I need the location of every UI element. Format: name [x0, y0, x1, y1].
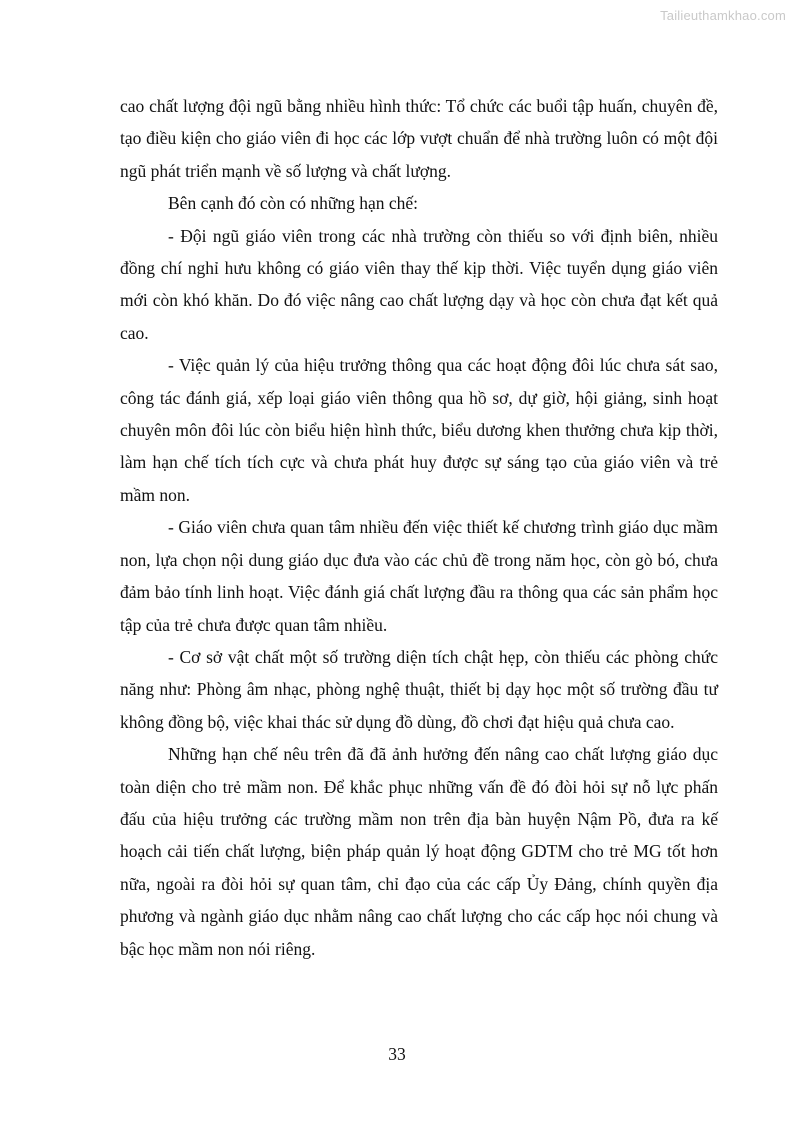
- document-body: [120, 90, 718, 965]
- paragraph-facilities: - Cơ sở vật chất một số trường diện tích chật hẹp, còn thiếu các phòng chức năng như: Phòng âm nhạc, phòng nghệ thuật, thiết bị dạy học một số trường đầu tư không đồng bộ, việc khai thác sử dụng đồ dùng, đồ chơi đạt hiệu quả chưa cao.: [120, 646, 718, 732]
- watermark: Tailieuthamkhao.com: [660, 8, 786, 23]
- paragraph-curriculum: - Giáo viên chưa quan tâm nhiều đến việc thiết kế chương trình giáo dục mầm non, lựa chọn nội dung giáo dục đưa vào các chủ đề trong năm học, còn gò bó, chưa đảm bảo tính linh hoạt. Việc đánh giá chất lượng đầu ra thông qua các sản phẩm học tập của trẻ chưa được quan tâm nhiều.: [120, 517, 718, 635]
- page-number: 33: [388, 1044, 406, 1064]
- paragraph-continuation: cao chất lượng đội ngũ bằng nhiều hình thức: Tổ chức các buổi tập huấn, chuyên đề, tạo điều kiện cho giáo viên đi học các lớp vượt chuẩn để nhà trường luôn có một đội ngũ phát triển mạnh về số lượng và chất lượng.: [120, 96, 718, 181]
- paragraph-staff-shortage: - Đội ngũ giáo viên trong các nhà trường còn thiếu so với định biên, nhiều đồng chí nghỉ hưu không có giáo viên thay thế kịp thời. Việc tuyển dụng giáo viên mới còn khó khăn. Do đó việc nâng cao chất lượng dạy và học còn chưa đạt kết quả cao.: [120, 225, 718, 343]
- paragraph-conclusion: Những hạn chế nêu trên đã đã ảnh hưởng đến nâng cao chất lượng giáo dục toàn diện cho trẻ mầm non. Để khắc phục những vấn đề đó đòi hỏi sự nỗ lực phấn đấu của hiệu trưởng các trường mầm non trên địa bàn huyện Nậm Pồ, đưa ra kế hoạch cải tiến chất lượng, biện pháp quản lý hoạt động GDTM cho trẻ MG tốt hơn nữa, ngoài ra đòi hỏi sự quan tâm, chỉ đạo của các cấp Ủy Đảng, chính quyền địa phương và ngành giáo dục nhằm nâng cao chất lượng cho các cấp học nói chung và bậc học mầm non nói riêng.: [120, 744, 718, 959]
- paragraph-management: - Việc quản lý của hiệu trưởng thông qua các hoạt động đôi lúc chưa sát sao, công tác đánh giá, xếp loại giáo viên thông qua hồ sơ, dự giờ, hội giảng, sinh hoạt chuyên môn đôi lúc còn biểu hiện hình thức, biểu dương khen thưởng chưa kịp thời, làm hạn chế tích tích cực và chưa phát huy được sự sáng tạo của giáo viên và trẻ mầm non.: [120, 355, 718, 505]
- paragraph-limitations-intro: Bên cạnh đó còn có những hạn chế:: [168, 193, 419, 214]
